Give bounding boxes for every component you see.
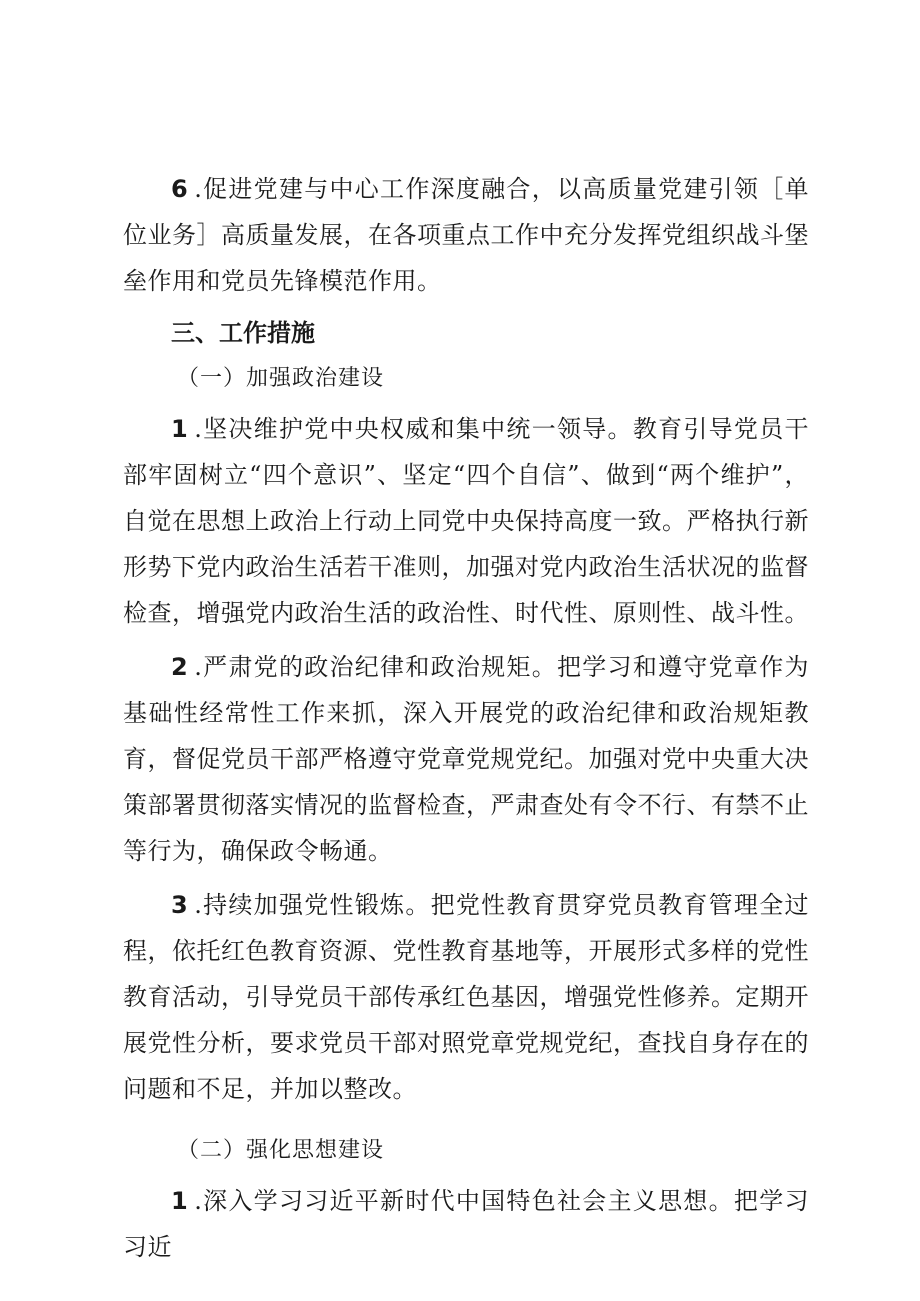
- subsection-heading-political: （一）加强政治建设: [177, 366, 385, 391]
- item-number: 2: [171, 653, 189, 681]
- item-number: 6: [171, 175, 189, 203]
- paragraph-text: .持续加强党性锻炼。把党性教育贯穿党员教育管理全过程，依托红色教育资源、党性教育基地等，开展形式多样的党性教育活动，引导党员干部传承红色基因，增强党性修养。定期开展党性分析，要求党员干部对照党章党规党纪，查找自身存在的问题和不足，并加以整改。: [123, 891, 809, 1103]
- paragraph-political-1: [123, 406, 809, 636]
- paragraph-text: .严肃党的政治纪律和政治规矩。把学习和遵守党章作为基础性经常性工作来抓，深入开展党的政治纪律和政治规矩教育，督促党员干部严格遵守党章党规党纪。加强对党中央重大决策部署贯彻落实情况的监督检查，严肃查处有令不行、有禁不止等行为，确保政令畅通。: [123, 653, 809, 865]
- paragraph-text: .促进党建与中心工作深度融合，以高质量党建引领［单位业务］高质量发展，在各项重点工作中充分发挥党组织战斗堡垒作用和党员先锋模范作用。: [123, 175, 809, 295]
- item-number: 1: [171, 1187, 189, 1215]
- paragraph-text: .深入学习习近平新时代中国特色社会主义思想。把学习习近: [123, 1187, 809, 1261]
- item-number: 1: [171, 415, 189, 443]
- item-number: 3: [171, 891, 189, 919]
- paragraph-ideological-1: [123, 1178, 809, 1270]
- document-body: [123, 166, 809, 1270]
- paragraph-political-2: [123, 644, 809, 874]
- paragraph-political-3: [123, 882, 809, 1112]
- paragraph-item-6: [123, 166, 809, 304]
- subsection-heading-ideological: （二）强化思想建设: [177, 1138, 385, 1163]
- section-heading-work-measures: 三、工作措施: [171, 319, 315, 347]
- paragraph-text: .坚决维护党中央权威和集中统一领导。教育引导党员干部牢固树立“四个意识”、坚定“四个自信”、做到“两个维护”，自觉在思想上政治上行动上同党中央保持高度一致。严格执行新形势下党内政治生活若干准则，加强对党内政治生活状况的监督检查，增强党内政治生活的政治性、时代性、原则性、战斗性。: [123, 415, 809, 627]
